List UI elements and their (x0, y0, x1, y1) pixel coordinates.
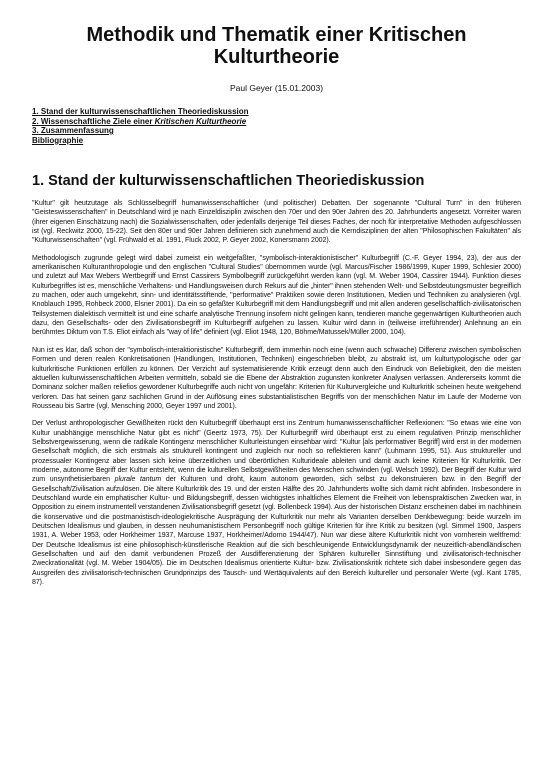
table-of-contents (32, 107, 521, 145)
toc-label: Zusammenfassung (40, 126, 114, 135)
toc-label: Stand der kulturwissenschaftlichen Theoriediskussion (40, 107, 249, 116)
toc-link-3[interactable] (32, 126, 521, 136)
toc-link-1[interactable] (32, 107, 521, 117)
toc-label-italic: Kritischen Kulturtheorie (154, 116, 247, 126)
toc-number: 3. (32, 126, 39, 135)
paragraph-text: Der Verlust anthropologischer Gewißheiten rückt den Kulturbegriff überhaupt erst ins Zentrum humanwissenschaftlicher Reflexionen: "So etwas wie eine von Kultur unabhängige menschliche Natur gibt es nicht" (Geertz 1973, 75). Der Kulturbegriff wird überhaupt erst zu einem regulativen Prinzip menschlicher Selbstvergewisserung, wenn die radikale Kontingenz menschlicher Kulturleistungen einsehbar wird: "Kultur [als performativer Begriff] wird erst in der modernen Gesellschaft möglich, die sich erstmals als strukturell kontingent und zugleich nur noch so reflektieren kann" (Luhmann 1995, 51). Aus struktureller und prozessualer Kontingenz aber lassen sich keine überzeitlichen und überörtlichen Kulturideale ableiten und damit auch keine Kriterien für Kulturkritik. Der moderne, autonome Begriff der Kultur entsteht, wenn die kulturellen Selbstgewißheiten des Menschen schwinden (vgl. Welsch 1992). Der Begriff der Kultur wird zum unsynthetisierbaren (32, 420, 521, 484)
italic-term: plurale tantum (114, 476, 162, 484)
toc-link-bibliography[interactable] (32, 136, 521, 146)
paragraph: Nun ist es klar, daß schon der "symbolisch-interaktionistische" Kulturbegriff, dem immerhin noch eine (wenn auch schwache) Differenz zwischen symbolischen Formen und deren realen Konkretisationen (Handlungen, Institutionen, Techniken) eingeschrieben bleibt, zu abstrakt ist, um kulturtypologische oder gar kulturkritische Funktionen erfüllen zu können. Der Verzicht auf systematisierende Kritik erzeugt denn auch den Eindruck von Beliebigkeit, den die meisten aktuellen kulturwissenschaftlichen Arbeiten vermitteln, sobald sie die Ebene der Abstraktion zugunsten konkreter Analysen verlassen. Andererseits kommt die Dominanz solcher maßen reliefios gewordener Kulturbegriffe auch nicht von ungefähr: Kriterien für Kulturvergleiche und Kulturkritik scheinen heute weitgehend verloren. Das hat seinen ganz sachlichen Grund in der Auflösung eines substantialistischen Begriffs von der menschlichen Natur im Laufe der Moderne von Rousseau bis Sartre (vgl. Mensching 2000, Geyer 1997 und 2001). (32, 346, 521, 410)
section-body (32, 199, 521, 587)
toc-link-2[interactable] (32, 117, 521, 127)
toc-label: Bibliographie (32, 135, 84, 145)
paragraph (32, 419, 521, 587)
author-line: Paul Geyer (15.01.2003) (229, 83, 324, 93)
paragraph: Methodologisch zugrunde gelegt wird dabei zumeist ein weitgefaßter, "symbolisch-interaktionistischer" Kulturbegriff (C.-F. Geyer 1994, 23), der aus der amerikanischen Kulturanthropologie und den englischen "Cultural Studies" übernommen wurde (vgl. Marcus/Fischer 1986/1999, Kuper 1999, Schlesier 2000) und zuletzt auf Max Webers Wertbegriff und Ernst Cassirers Symbolbegriff zurückgeführt werden kann (vgl. M. Weber 1904, Cassirer 1944). Funktion dieses Kulturbegriffes ist es, menschliche Verhaltens- und Handlungsweisen durch Rekurs auf die „hinter" ihnen stehenden Welt- und Selbstdeutungsmuster begreiflich zu machen, oder auch umgekehrt, sinn- und identitätsstiftende, "performative" Praktiken sowie deren Institutionen, Medien und Techniken zu analysieren (vgl. Knoblauch 1995, Rohbeck 2000, Elsner 2001). Da ein so gefaßter Kulturbegriff mit dem Handlungsbegriff und mit allen anderen gesellschaftlich-zivilisatorischen Teilsystemen dialektisch vermittelt ist und eine scharfe analytische Trennung insofern nicht gelingen kann, tendieren manche gegenwärtigen Kulturtheorien auch dazu, den Gesellschafts- oder den Zivilisationsbegriff im Kulturbegriff aufgehen zu lassen. Kultur wird dann in (teilweise irreführender) Anlehnung an ein berühmtes Diktum von T.S. Eliot einfach als "way of life" definiert (vgl. Eliot 1948, 120, Böhme/Matussek/Müller 2000, 104). (32, 254, 521, 337)
paragraph: "Kultur" gilt heutzutage als Schlüsselbegriff humanwissenschaftlicher (und politischer) Debatten. Der sogenannte "Cultural Turn" in den früheren "Geisteswissenschaften" in Deutschland wird je nach Einzeldisziplin zwischen den 70er und den 90er Jahren des 20. Jahrhunderts angesetzt. Vorreiter waren (ihrer eigenen Einschätzung nach) die Sozialwissenschaften, oder jedenfalls derjenige Teil dieses Faches, der noch für interpretative Methoden aufgeschlossen ist (vgl. Reckwitz 2000, 15-22). Seit den 80er und 90er Jahren definieren sich zunehmend auch die Kerndisziplinen der alten "Philosophischen Fakultäten" als "Kulturwissenschaften" (vgl. Frühwald et al. 1991, Fluck 2002, P. Geyer 2002, Konersmann 2002). (32, 200, 521, 245)
section-heading: 1. Stand der kulturwissenschaftlichen Theoriediskussion (32, 173, 425, 189)
toc-number: 2. (32, 116, 39, 126)
toc-number: 1. (32, 107, 39, 116)
toc-label: Wissenschaftliche Ziele einer (40, 116, 155, 126)
document-title: Methodik und Thematik einer Kritischen Kulturtheorie (86, 24, 467, 68)
paragraph-text: der Kulturen und droht, kaum autonom geworden, sich selbst zu dekonstruieren bzw. in den Begriff der Gesellschaft/Zivilisation aufzulösen. Die ältere Kulturkritik des 19. und der ersten Hälfte des 20. Jahrhunderts wollte sich damit nicht abfinden. Insbesondere in Deutschland wurde ein emphatischer Kultur- und Bildungsbegriff, dessen wichtigstes inhaltliches Element die Freiheit von lebenspraktischen Zwecken war, in Opposition zu einem instrumentell verstandenen Zivilisationsbegriff gesetzt (vgl. Bollenbeck 1994). Aus der historischen Distanz erscheinen dabei im nachhinein die konservative und die postmarxistisch-ideologiekritische Ausprägung der Kulturkritik nur mehr als Varianten derselben Denkbewegung: beide wurzeln im Deutschen Idealismus und glauben, in dessen neuhumanistischem Personbegriff noch gültige Kriterien für ihre Kritik zu besitzen (vgl. Simmel 1900, Jaspers 1931, A. Weber 1953, oder Horkheimer 1937, Marcuse 1937, Horkheimer/Adorno 1944/47). Nun war diese ältere Kulturkritik nicht von vornherein weltfremd: Der Deutsche Idealismus ist eine philosophisch-künstlerische Reaktion auf die sich beschleunigende Entwicklungsdynamik der neuzeitlich-abendländischen Gesellschaften und auf den damit verbundenen Prozeß der Ausdifferenzierung der Sphären kultureller Sinnstiftung und zivilisatorisch-technischer Zweckrationalität (vgl. M. Weber 1904/05). Die im Deutschen Idealismus orientierte Kultur- bzw. Zivilisationskritik richtete sich dabei insbesondere gegen das Ausgreifen des zivilisatorisch-technischen Grundprinzips des Tausch- und Wertäquivalents auf den Bereich kultureller und personaler Werte (vgl. Kant 1785, 87). (32, 476, 521, 587)
